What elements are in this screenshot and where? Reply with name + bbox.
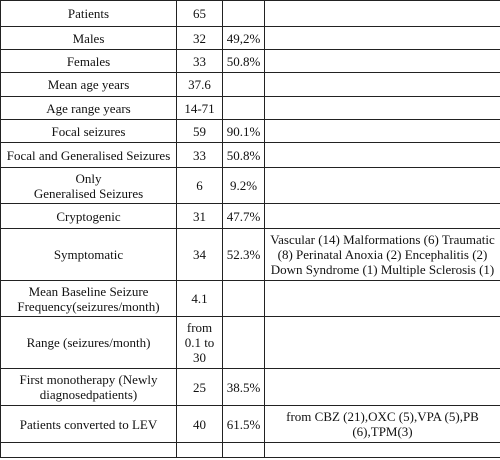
row-count: 37.6 bbox=[177, 73, 223, 97]
row-count: 31 bbox=[177, 204, 223, 229]
table-row bbox=[1, 406, 500, 443]
row-notes bbox=[265, 73, 500, 97]
row-label: Cryptogenic bbox=[1, 204, 177, 229]
row-label: Focal and Generalised Seizures bbox=[1, 143, 177, 168]
table-row bbox=[1, 168, 500, 204]
table-row bbox=[1, 281, 500, 317]
row-label: Mean Baseline Seizure Frequency(seizures/month) bbox=[1, 281, 177, 317]
row-count: 14-71 bbox=[177, 97, 223, 120]
table-row bbox=[1, 1, 500, 27]
table-row bbox=[1, 27, 500, 50]
table-row bbox=[1, 443, 500, 458]
row-label: Mean age years bbox=[1, 73, 177, 97]
row-notes bbox=[265, 97, 500, 120]
row-count: 33 bbox=[177, 50, 223, 73]
row-label: Patients bbox=[1, 1, 177, 27]
row-label: Range (seizures/month) bbox=[1, 317, 177, 369]
row-percent: 52.3% bbox=[223, 229, 265, 281]
table-row bbox=[1, 143, 500, 168]
row-count: 32 bbox=[177, 27, 223, 50]
row-label: Age range years bbox=[1, 97, 177, 120]
row-count: from 0.1 to 30 bbox=[177, 317, 223, 369]
row-percent: 49,2% bbox=[223, 27, 265, 50]
row-percent: 47.7% bbox=[223, 204, 265, 229]
row-count: 6 bbox=[177, 168, 223, 204]
row-label: Symptomatic bbox=[1, 229, 177, 281]
row-percent bbox=[223, 317, 265, 369]
row-notes bbox=[265, 443, 500, 458]
row-notes bbox=[265, 369, 500, 406]
row-notes bbox=[265, 143, 500, 168]
row-percent bbox=[223, 1, 265, 27]
row-notes bbox=[265, 281, 500, 317]
row-percent: 61.5% bbox=[223, 406, 265, 443]
row-count: 25 bbox=[177, 369, 223, 406]
row-notes bbox=[265, 50, 500, 73]
table-row bbox=[1, 73, 500, 97]
table-row bbox=[1, 229, 500, 281]
row-percent bbox=[223, 443, 265, 458]
row-notes bbox=[265, 168, 500, 204]
row-label: Only Generalised Seizures bbox=[1, 168, 177, 204]
row-percent: 50.8% bbox=[223, 50, 265, 73]
row-count bbox=[177, 443, 223, 458]
row-count: 65 bbox=[177, 1, 223, 27]
row-notes bbox=[265, 1, 500, 27]
table-row bbox=[1, 97, 500, 120]
row-count: 59 bbox=[177, 120, 223, 143]
row-percent: 9.2% bbox=[223, 168, 265, 204]
row-count: 34 bbox=[177, 229, 223, 281]
row-notes bbox=[265, 120, 500, 143]
row-percent bbox=[223, 97, 265, 120]
table-row bbox=[1, 120, 500, 143]
row-label: Patients converted to LEV bbox=[1, 406, 177, 443]
row-count: 4.1 bbox=[177, 281, 223, 317]
row-label: First monotherapy (Newly diagnosedpatients) bbox=[1, 369, 177, 406]
row-label: Focal seizures bbox=[1, 120, 177, 143]
row-percent: 90.1% bbox=[223, 120, 265, 143]
row-count: 33 bbox=[177, 143, 223, 168]
row-percent bbox=[223, 281, 265, 317]
row-label: Males bbox=[1, 27, 177, 50]
row-percent: 38.5% bbox=[223, 369, 265, 406]
row-notes: from CBZ (21),OXC (5),VPA (5),PB (6),TPM(3) bbox=[265, 406, 500, 443]
row-label: Females bbox=[1, 50, 177, 73]
row-notes bbox=[265, 27, 500, 50]
row-label bbox=[1, 443, 177, 458]
row-notes: Vascular (14) Malformations (6) Traumatic (8) Perinatal Anoxia (2) Encephalitis (2) Down Syndrome (1) Multiple Sclerosis (1) bbox=[265, 229, 500, 281]
row-percent bbox=[223, 73, 265, 97]
table-row bbox=[1, 204, 500, 229]
table-row bbox=[1, 50, 500, 73]
table-row bbox=[1, 317, 500, 369]
row-notes bbox=[265, 317, 500, 369]
row-percent: 50.8% bbox=[223, 143, 265, 168]
row-count: 40 bbox=[177, 406, 223, 443]
table-row bbox=[1, 369, 500, 406]
row-notes bbox=[265, 204, 500, 229]
